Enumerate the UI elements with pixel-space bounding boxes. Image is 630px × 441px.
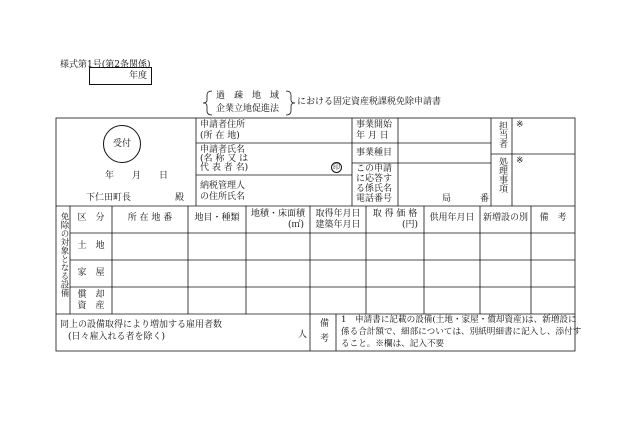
receipt-stamp-label: 受付	[112, 139, 131, 149]
process-label: 処理事項	[497, 157, 507, 193]
employment-unit: 人	[298, 330, 308, 340]
contact-field[interactable]	[400, 165, 489, 204]
addressee: 下仁田町長	[86, 193, 132, 203]
notes-line-1: 1 申請書に記載の設備(土地・家屋・償却資産)は、新増設に	[341, 315, 577, 325]
honorific: 殿	[175, 193, 185, 203]
table-row[interactable]	[113, 234, 530, 259]
bureau-label: 局	[442, 194, 452, 204]
table-row[interactable]	[113, 288, 530, 313]
type-label: 事業種目	[356, 148, 393, 158]
header-land-type: 地目・種類	[194, 213, 240, 223]
contact-label-2: に応答す	[356, 174, 393, 184]
name-label-1: 申請者氏名	[200, 145, 246, 155]
name-field[interactable]	[256, 145, 328, 173]
header-acq-2: 建築年月日	[315, 220, 361, 230]
start-label-1: 事業開始	[356, 120, 393, 130]
header-area-1: 地積・床面積	[250, 209, 305, 219]
title-prefix-2: 企業立地促進法	[216, 104, 280, 114]
tax-admin-label-1: 納税管理人	[200, 181, 246, 191]
notes-label: 備考	[318, 318, 328, 348]
table-row[interactable]	[113, 261, 530, 286]
name-label-3: 代 表 者 名)	[200, 163, 249, 173]
business-type-field[interactable]	[400, 145, 489, 162]
contact-label-1: この申請	[356, 164, 393, 174]
contact-label-4: 電話番号	[356, 194, 393, 204]
office-mark-1: ※	[516, 120, 524, 130]
header-price-1: 取 得 価 格	[372, 209, 418, 219]
seal-mark-icon	[331, 162, 342, 173]
address-label-1: 申請者住所	[200, 120, 246, 130]
address-label-2: (所 在 地)	[200, 131, 240, 141]
notes-line-2: 係る合計額で、細部については、別紙明細書に記入し、添付す	[341, 327, 582, 337]
title-prefix-1: 過 疎 地 域	[216, 91, 280, 101]
employment-label-1: 同上の設備取得により増加する雇用者数	[60, 320, 223, 330]
receipt-date: 年 月 日	[105, 171, 169, 181]
form-number: 様式第1号(第2条関係)	[60, 60, 151, 70]
equipment-section-label: 免除の対象となる設備	[59, 212, 69, 297]
address-field[interactable]	[256, 120, 350, 142]
start-label-2: 年 月 日	[356, 131, 389, 141]
row-label-depreciable-2: 資 産	[77, 301, 105, 311]
header-location: 所 在 地 番	[127, 213, 173, 223]
header-new-add: 新増設の別	[482, 213, 528, 223]
fiscal-year-label: 年度	[128, 71, 147, 81]
header-price-2: (円)	[401, 220, 418, 230]
row-label-land: 土 地	[77, 241, 105, 251]
staff-label: 担当者	[497, 121, 507, 148]
notes-line-3: ること。※欄は、記入不要	[341, 339, 445, 349]
title-suffix: における固定資産税課税免除申請書	[297, 97, 442, 107]
start-date-field[interactable]	[400, 120, 489, 142]
header-acq-1: 取得年月日	[315, 209, 361, 219]
number-suffix: 番	[480, 194, 490, 204]
header-use-date: 供用年月日	[429, 213, 475, 223]
name-label-2: (名 称 又 は	[200, 154, 249, 164]
employment-field[interactable]	[250, 316, 295, 349]
contact-label-3: る係氏名	[356, 184, 393, 194]
header-area-2: (㎡)	[287, 220, 304, 230]
header-remarks: 備 考	[539, 213, 567, 223]
tax-admin-field[interactable]	[256, 177, 350, 204]
seal-mark-label: 印	[333, 163, 340, 171]
employment-label-2: (日々雇入れる者を除く)	[68, 332, 166, 342]
row-label-building: 家 屋	[77, 268, 105, 278]
header-category: 区 分	[77, 213, 105, 223]
receipt-stamp-circle	[103, 125, 141, 163]
office-mark-2: ※	[516, 156, 524, 166]
row-label-depreciable-1: 償 却	[77, 290, 105, 300]
tax-admin-label-2: の住所氏名	[200, 192, 246, 202]
